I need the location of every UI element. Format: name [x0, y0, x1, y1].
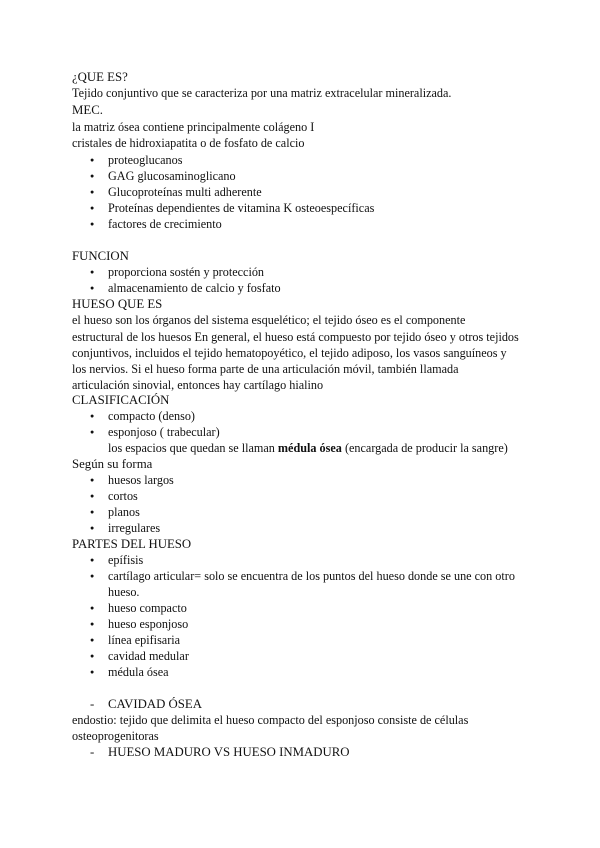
list-item: ● cartílago articular= solo se encuentra de los puntos del hueso donde se une con otro: [108, 569, 515, 583]
note-bold-term: médula ósea: [277, 441, 342, 455]
list-item: ● médula ósea: [108, 665, 169, 679]
list-item: ● GAG glucosaminoglicano: [108, 169, 236, 183]
list-item: ● hueso compacto: [108, 601, 187, 615]
section-heading-clasificacion: CLASIFICACIÓN: [72, 393, 170, 407]
section-heading-segun-forma: Según su forma: [72, 457, 153, 471]
list-item: ● planos: [108, 505, 140, 519]
paragraph-line: MEC.: [72, 103, 103, 117]
list-item: ● epífisis: [108, 553, 143, 567]
paragraph-line: los nervios. Si el hueso forma parte de una articulación móvil, también llamada: [72, 362, 459, 376]
note-text: los espacios que quedan se llaman: [108, 441, 278, 455]
list-item: ● cortos: [108, 489, 138, 503]
paragraph-line: Tejido conjuntivo que se caracteriza por una matriz extracelular mineralizada.: [72, 86, 452, 100]
list-item: ● Glucoproteínas multi adherente: [108, 185, 262, 199]
list-item: ● proporciona sostén y protección: [108, 265, 264, 279]
list-item: ● línea epifisaria: [108, 633, 180, 647]
list-item-continuation: hueso.: [108, 585, 140, 599]
paragraph-line: [108, 441, 508, 455]
paragraph-line: la matriz ósea contiene principalmente colágeno I: [72, 120, 315, 134]
list-item: ● factores de crecimiento: [108, 217, 222, 231]
list-item: ● cavidad medular: [108, 649, 189, 663]
paragraph-line: endostio: tejido que delimita el hueso compacto del esponjoso consiste de células: [72, 713, 469, 727]
paragraph-line: articulación sinovial, entonces hay cartílago hialino: [72, 378, 324, 392]
paragraph-line: cristales de hidroxiapatita o de fosfato de calcio: [72, 136, 305, 150]
note-text: (encargada de producir la sangre): [341, 441, 508, 455]
list-item: ● irregulares: [108, 521, 160, 535]
list-item: ● hueso esponjoso: [108, 617, 188, 631]
list-item: ● compacto (denso): [108, 409, 195, 423]
list-item: ● esponjoso ( trabecular): [108, 425, 220, 439]
section-heading-maduro: - HUESO MADURO VS HUESO INMADURO: [108, 745, 350, 759]
list-item: ● huesos largos: [108, 473, 174, 487]
paragraph-line: estructural de los huesos En general, el hueso está compuesto por tejido óseo y otros tejidos: [72, 330, 519, 344]
paragraph-line: conjuntivos, incluidos el tejido hematopoyético, el tejido adiposo, los vasos sanguíneos y: [72, 346, 507, 360]
list-item: ● almacenamiento de calcio y fosfato: [108, 281, 281, 295]
paragraph-line: el hueso son los órganos del sistema esquelético; el tejido óseo es el componente: [72, 313, 466, 327]
section-heading-funcion: FUNCION: [72, 249, 129, 263]
section-heading-que-es: ¿QUE ES?: [72, 70, 128, 84]
list-item: ● Proteínas dependientes de vitamina K osteoespecíficas: [108, 201, 374, 215]
section-heading-partes: PARTES DEL HUESO: [72, 537, 192, 551]
paragraph-line: osteoprogenitoras: [72, 729, 159, 743]
section-heading-hueso-que-es: HUESO QUE ES: [72, 297, 163, 311]
list-item: ● proteoglucanos: [108, 153, 182, 167]
section-heading-cavidad-osea: - CAVIDAD ÓSEA: [108, 697, 202, 711]
